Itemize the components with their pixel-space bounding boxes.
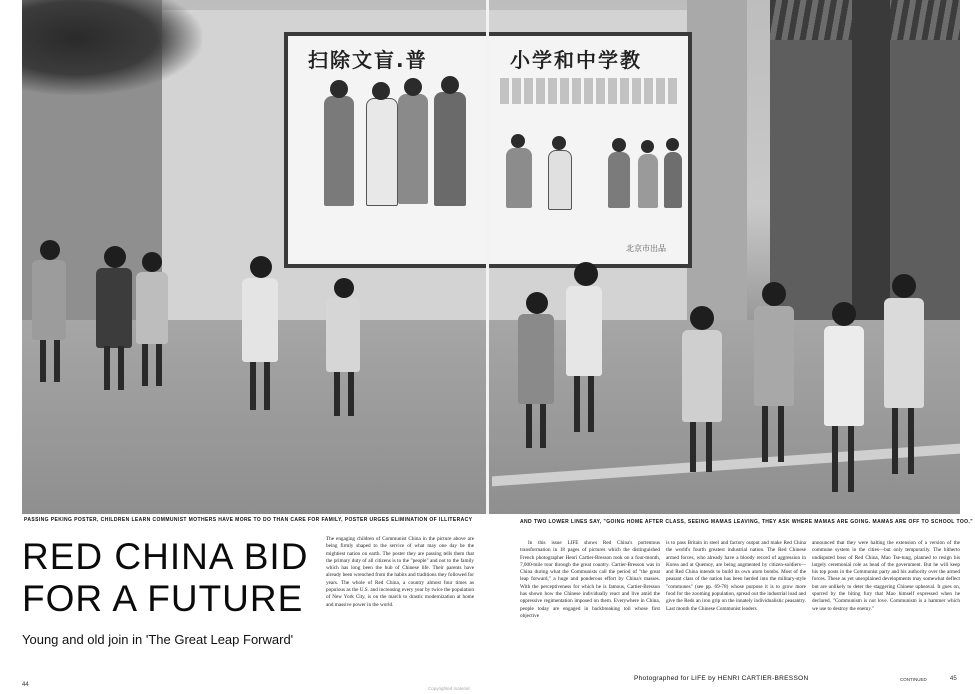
body-column-1: In this issue LIFE shows Red China's portentous transformation in 18 pages of pictures which the distinguished French photographer Henri Cartier-Bresson took on a four-month, 7,000-mile tour through the great country. Cartier-Bresson was in China during what the Communists call the period of "the great leap forward," a huge and ponderous effort by China's masses. With the perceptiveness for which he is famous, Cartier-Bresson has shown how the Chinese individually react and live amid the oppressive regimentation imposed on them. Everywhere in China, people today are engaged in backbreaking toil whose first objective	[520, 540, 660, 619]
child-walking	[30, 240, 70, 390]
copyright-watermark: Copyrighted material	[428, 686, 470, 691]
poster-child-figure	[548, 150, 572, 210]
photo-caption-right: AND TWO LOWER LINES SAY, "GOING HOME AFTER CLASS, SEEING MAMAS LEAVING, THEY ASK WHERE MAMAS ARE GOING. MAMAS ARE OFF TO SCHOOL TOO."	[520, 519, 973, 525]
child-walking	[676, 306, 728, 476]
page-number-left: 44	[22, 682, 29, 688]
tree-foliage	[22, 0, 202, 95]
article-headline	[22, 536, 308, 620]
article-deck: Young and old join in 'The Great Leap Forward'	[22, 632, 294, 647]
photo-caption-left: PASSING PEKING POSTER, CHILDREN LEARN COMMUNIST MOTHERS HAVE MORE TO DO THAN CARE FOR FAMILY, POSTER URGES ELIMINATION OF ILLITERACY	[24, 517, 473, 523]
poster-mother-figure	[434, 92, 466, 206]
poster-child-figure	[664, 152, 682, 208]
child-walking	[322, 278, 366, 418]
child-walking	[92, 246, 136, 396]
poster-child-head	[552, 136, 566, 150]
poster-child-head	[511, 134, 525, 148]
poster-mother-head	[404, 78, 422, 96]
gate-post	[687, 0, 747, 340]
child-walking	[236, 256, 284, 416]
child-walking	[514, 292, 558, 452]
poster-mother-head	[330, 80, 348, 98]
page-number-right: 45	[950, 676, 957, 682]
poster-stamp: 北京市出品	[626, 244, 666, 253]
poster-child-figure	[506, 148, 532, 208]
body-column-3: announced that they were halting the extension of a version of the commune system in the cities—but only temporarily. The hitherto undisputed boss of Red China, Mao Tse-tung, planned to resign his largely ceremonial role as head of the government. But he will keep his top posts in the Communist party and his authority over the armed forces. These as yet unexplained developments may somewhat deflect but are unlikely to deter the staggering Chinese upheaval. It goes on, spurred by the biting fury that Mao himself expressed when he declared, "Communism is not love. Communism is a hammer which we use to destroy the enemy."	[812, 540, 960, 612]
poster-mother-figure	[324, 96, 354, 206]
body-column-2: is to pass Britain in steel and factory output and make Red China the world's fourth greatest industrial nation. The Red Chinese armed forces, who already have a bloody record of aggression in Korea and at Quemoy, are being augmented by citizen-soldiers—and Red China intends to build its own atom bombs. Most of the peasant class of the nation has been herded into the military-style "communes" (see pp. 69-78) whose purpose it is to grow more food for the zooming population, spread out the industrial load and give the Reds an iron grip on the innately individualistic peasantry. Last month the Chinese Communist leaders	[666, 540, 806, 612]
page-gutter	[486, 0, 489, 514]
child-walking	[818, 302, 870, 502]
poster-subtext	[500, 78, 680, 104]
poster-child-figure	[608, 152, 630, 208]
child-walking	[560, 262, 608, 442]
poster-child-head	[641, 140, 654, 153]
poster-child-figure	[638, 154, 658, 208]
poster-child-head	[612, 138, 626, 152]
child-walking	[132, 252, 172, 392]
poster-mother-figure	[398, 94, 428, 204]
child-walking	[748, 282, 800, 472]
street-photograph	[22, 0, 960, 514]
continued-label: CONTINUED	[900, 677, 927, 682]
poster-mother-figure	[366, 98, 398, 206]
poster-child-head	[666, 138, 679, 151]
headline-line-2: FOR A FUTURE	[22, 578, 304, 619]
headline-line-1: RED CHINA BID	[22, 536, 309, 577]
poster-mother-head	[441, 76, 459, 94]
poster-headline-right: 小学和中学教	[510, 48, 642, 72]
intro-column: The engaging children of Communist China in the picture above are being firmly shaped to the service of what may one day be the mightiest nation on earth. The poster they are passing tells them that the primary duty of all citizens is to the "people" and not to the family which has long been the hub of Chinese life. Their parents have already been wrenched from the habits and traditions they followed for years. The whole of Red China, a country almost four times as populous as the U.S. and increasing every year by twice the population of New York City, is on the march to drastic modernization at home and massive power in the world.	[326, 536, 474, 608]
poster-mother-head	[372, 82, 390, 100]
poster-headline-left: 扫除文盲.普	[308, 48, 428, 72]
child-walking	[878, 274, 930, 484]
photo-credit: Photographed for LIFE by HENRI CARTIER-BRESSON	[634, 675, 809, 682]
